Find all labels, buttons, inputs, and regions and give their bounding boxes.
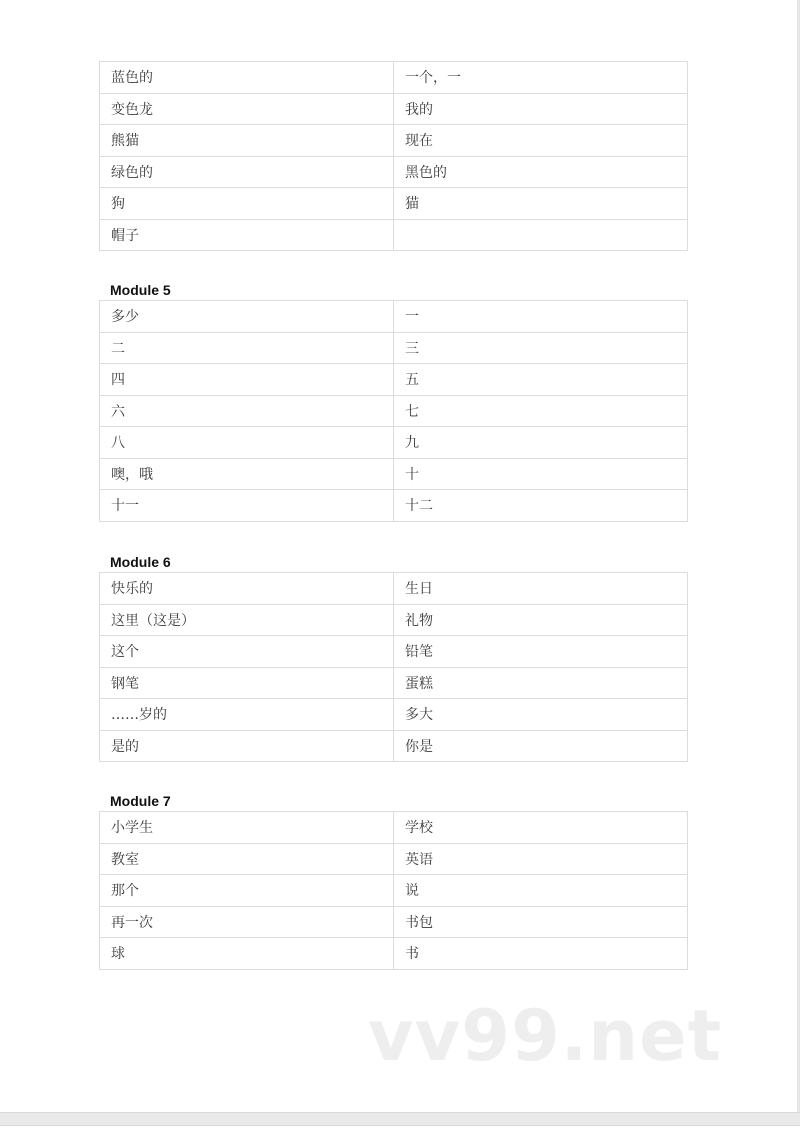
table-cell: 钢笔 xyxy=(100,667,394,699)
vocab-table-module-4 xyxy=(99,61,688,251)
table-cell: 变色龙 xyxy=(100,93,394,125)
table-cell: 黑色的 xyxy=(394,156,688,188)
table-row xyxy=(100,667,688,699)
table-row xyxy=(100,219,688,251)
table-row xyxy=(100,604,688,636)
table-cell xyxy=(394,219,688,251)
table-cell: ……岁的 xyxy=(100,699,394,731)
module-7-block xyxy=(99,792,688,970)
table-row xyxy=(100,812,688,844)
module-5-block xyxy=(99,281,688,522)
table-row xyxy=(100,458,688,490)
table-row xyxy=(100,427,688,459)
table-cell: 一个，一 xyxy=(394,62,688,94)
table-cell: 五 xyxy=(394,364,688,396)
table-row xyxy=(100,938,688,970)
table-cell: 现在 xyxy=(394,125,688,157)
table-row xyxy=(100,301,688,333)
module-heading: Module 6 xyxy=(110,554,171,570)
table-cell: 学校 xyxy=(394,812,688,844)
table-cell: 一 xyxy=(394,301,688,333)
table-cell: 三 xyxy=(394,332,688,364)
table-cell: 多大 xyxy=(394,699,688,731)
table-cell: 十二 xyxy=(394,490,688,522)
table-row xyxy=(100,699,688,731)
vocab-table-module-6 xyxy=(99,572,688,762)
table-cell: 蓝色的 xyxy=(100,62,394,94)
table-cell: 四 xyxy=(100,364,394,396)
table-cell: 十 xyxy=(394,458,688,490)
table-cell: 我的 xyxy=(394,93,688,125)
page-separator xyxy=(0,1112,800,1126)
table-cell: 七 xyxy=(394,395,688,427)
table-cell: 六 xyxy=(100,395,394,427)
table-cell: 这里（这是） xyxy=(100,604,394,636)
table-cell: 英语 xyxy=(394,843,688,875)
table-cell: 再一次 xyxy=(100,906,394,938)
module-heading: Module 5 xyxy=(110,282,171,298)
table-cell: 猫 xyxy=(394,188,688,220)
module-4-block xyxy=(99,61,688,251)
table-row xyxy=(100,573,688,605)
table-cell: 那个 xyxy=(100,875,394,907)
table-row xyxy=(100,188,688,220)
next-page-top xyxy=(0,1126,800,1137)
table-row xyxy=(100,156,688,188)
table-cell: 二 xyxy=(100,332,394,364)
table-cell: 铅笔 xyxy=(394,636,688,668)
table-cell: 噢，哦 xyxy=(100,458,394,490)
table-row xyxy=(100,906,688,938)
table-row xyxy=(100,62,688,94)
table-cell: 蛋糕 xyxy=(394,667,688,699)
table-cell: 多少 xyxy=(100,301,394,333)
table-cell: 礼物 xyxy=(394,604,688,636)
watermark: vv99.net xyxy=(368,995,723,1077)
table-cell: 九 xyxy=(394,427,688,459)
table-cell: 生日 xyxy=(394,573,688,605)
table-row xyxy=(100,843,688,875)
table-cell: 十一 xyxy=(100,490,394,522)
module-heading: Module 7 xyxy=(110,793,171,809)
vocab-table-module-5 xyxy=(99,300,688,522)
table-cell: 球 xyxy=(100,938,394,970)
table-cell: 绿色的 xyxy=(100,156,394,188)
table-cell: 书 xyxy=(394,938,688,970)
table-cell: 快乐的 xyxy=(100,573,394,605)
table-cell: 帽子 xyxy=(100,219,394,251)
table-cell: 教室 xyxy=(100,843,394,875)
table-cell: 八 xyxy=(100,427,394,459)
table-cell: 说 xyxy=(394,875,688,907)
table-row xyxy=(100,730,688,762)
table-cell: 你是 xyxy=(394,730,688,762)
table-row xyxy=(100,332,688,364)
vocab-table-module-7 xyxy=(99,811,688,970)
table-cell: 熊猫 xyxy=(100,125,394,157)
table-cell: 小学生 xyxy=(100,812,394,844)
table-row xyxy=(100,125,688,157)
module-6-block xyxy=(99,553,688,762)
table-cell: 是的 xyxy=(100,730,394,762)
table-row xyxy=(100,395,688,427)
table-row xyxy=(100,364,688,396)
table-row xyxy=(100,875,688,907)
table-cell: 狗 xyxy=(100,188,394,220)
table-cell: 这个 xyxy=(100,636,394,668)
table-row xyxy=(100,636,688,668)
table-row xyxy=(100,490,688,522)
table-row xyxy=(100,93,688,125)
table-cell: 书包 xyxy=(394,906,688,938)
